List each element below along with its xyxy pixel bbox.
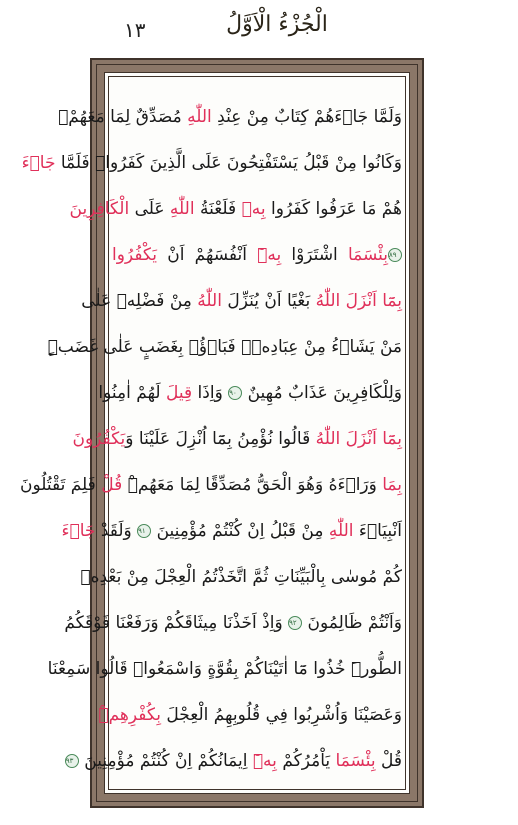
verse-line — [21, 140, 402, 186]
highlighted-word: بِهٖٓ — [257, 245, 282, 265]
verse-lines — [19, 94, 402, 784]
verse-text: قُلْ — [375, 751, 402, 771]
highlighted-word: بِهٖ — [241, 199, 266, 219]
ayah-number-marker: ٩١ — [137, 524, 151, 538]
verse-text: لَهُمْ اٰمِنُوا — [98, 383, 167, 403]
highlighted-word: الْكَافِرِينَ — [69, 199, 130, 219]
page-number: ١٣ — [124, 18, 146, 42]
verse-line — [47, 324, 402, 370]
verse-text: كُمْ مُوسٰى بِالْبَيِّنَاتِ ثُمَّ اتَّخَذْتُمُ الْعِجْلَ مِنْ بَعْدِهٖ — [80, 567, 402, 587]
verse-text: وَاِذَا — [192, 383, 229, 403]
verse-text: عَلَى — [129, 199, 170, 219]
ayah-number-marker: ٨٩ — [388, 248, 402, 262]
verse-text: مُصَدِّقٌ لِمَا مَعَهُمْۙ — [58, 107, 188, 127]
verse-text: مَنْ يَشَاۤءُ مِنْ عِبَادِهٖۚ فَبَاۤؤُ۫ بِغَضَبٍ عَلٰى غَضَبٍۜ — [47, 337, 402, 357]
verse-text: وَعَصَيْنَا وَاُشْرِبُوا فِي قُلُوبِهِمُ الْعِجْلَ — [160, 705, 402, 725]
verse-text: وَاَنْتُمْ ظَالِمُونَ — [302, 613, 402, 633]
verse-text: فَلِمَ تَقْتُلُونَ — [19, 475, 102, 495]
highlighted-word: قِيلَ — [166, 383, 193, 403]
verse-text: اَنْبِيَاۤءَ — [353, 521, 402, 541]
highlighted-word: بِمَا — [382, 475, 402, 495]
verse-text: مِنْ قَبْلُ اِنْ كُنْتُمْ مُؤْمِنِينَ — [151, 521, 329, 541]
verse-text: فَلَعْنَةُ — [194, 199, 242, 219]
verse-line — [98, 370, 402, 416]
highlighted-word: بِكُفْرِهِمْۜ — [98, 705, 161, 725]
verse-line — [81, 278, 402, 324]
highlighted-word: بِهٖٓ — [252, 751, 277, 771]
verse-line — [47, 646, 402, 692]
verse-text: وَلِلْكَافِرِينَ عَذَابٌ مُهِينٌ — [242, 383, 402, 403]
verse-line — [69, 186, 402, 232]
verse-text: وَرَاۤءَهُ وَهُوَ الْحَقُّ مُصَدِّقًا لِمَا مَعَهُمْۜ — [122, 475, 383, 495]
highlighted-word: اللّٰهِ — [328, 521, 354, 541]
highlighted-word: قُلْ — [101, 475, 123, 495]
highlighted-word: اللّٰهُ — [197, 291, 222, 311]
verse-text: بَغْيًا اَنْ يُنَزِّلَ — [221, 291, 316, 311]
verse-line — [80, 554, 402, 600]
highlighted-word: اللّٰهِ — [169, 199, 195, 219]
verse-text: يَاْمُرُكُمْ — [276, 751, 336, 771]
verse-text: اَنْفُسَهُمْ اَنْ — [157, 245, 258, 265]
ayah-number-marker: ٩٣ — [65, 754, 79, 768]
verse-text: وَلَمَّا جَاۤءَهُمْ كِتَابٌ مِنْ عِنْدِ — [211, 107, 402, 127]
verse-text: مِنْ فَضْلِهٖ عَلٰى — [81, 291, 198, 311]
verse-text: اِيمَانُكُمْ اِنْ كُنْتُمْ مُؤْمِنِينَ — [78, 751, 253, 771]
highlighted-word: يَكْفُرُوا — [112, 245, 158, 265]
verse-text: هُمْ مَا عَرَفُوا كَفَرُوا — [265, 199, 402, 219]
verse-line — [19, 462, 402, 508]
highlighted-word: بِمَٓا اَنْزَلَ اللّٰهُ — [315, 291, 402, 311]
verse-text: الطُّورَۜ خُذُوا مَٓا اٰتَيْنَاكُمْ بِقُوَّةٍ وَاسْمَعُواۜ قَالُوا سَمِعْنَا — [47, 659, 402, 679]
ayah-number-marker: ٩٠ — [228, 386, 242, 400]
juz-title: الْجُزْءُ الْاَوَّلُ — [226, 12, 328, 37]
highlighted-word: جَاۤءَ — [21, 153, 56, 173]
verse-line — [58, 94, 402, 140]
highlighted-word: يَكْفُرُونَ — [72, 429, 126, 449]
highlighted-word: بِمَٓا اَنْزَلَ اللّٰهُ — [315, 429, 402, 449]
verse-line — [72, 416, 402, 462]
page-header — [0, 0, 518, 60]
verse-text: وَكَانُوا مِنْ قَبْلُ يَسْتَفْتِحُونَ عَلَى الَّذِينَ كَفَرُواۚ فَلَمَّا — [55, 153, 402, 173]
verse-line — [61, 508, 402, 554]
verse-text: وَاِذْ اَخَذْنَا مِيثَاقَكُمْ وَرَفَعْنَا فَوْقَكُمُ — [64, 613, 289, 633]
verse-text: وَلَقَدْ — [95, 521, 138, 541]
verse-line — [64, 600, 402, 646]
ayah-number-marker: ٩٢ — [288, 616, 302, 630]
verse-line — [98, 692, 402, 738]
highlighted-word: بِئْسَمَا — [335, 751, 376, 771]
verse-text: قَالُوا نُؤْمِنُ بِمَٓا اُنْزِلَ عَلَيْنَا وَ — [125, 429, 316, 449]
highlighted-word: اللّٰهِ — [187, 107, 212, 127]
highlighted-word: جَاۤءَ — [61, 521, 96, 541]
verse-line — [112, 232, 402, 278]
highlighted-word: بِئْسَمَا — [347, 245, 388, 265]
verse-text: اشْتَرَوْا — [281, 245, 348, 265]
verse-line — [65, 738, 402, 784]
